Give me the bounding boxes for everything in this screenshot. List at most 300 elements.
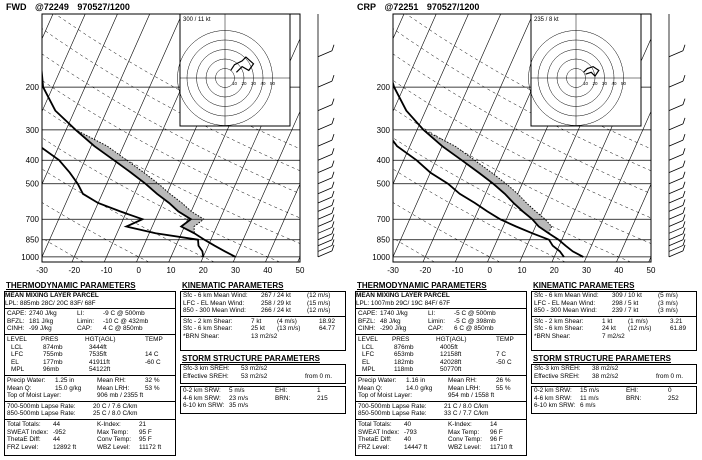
param-cell: from 0 m. [656, 372, 683, 380]
param-cell: 6-10 km SRW: [534, 402, 576, 410]
param-cell: Conv Temp: [97, 436, 131, 444]
isotherm-line [0, 14, 21, 262]
wind-barb-flag [332, 215, 334, 221]
index-row [356, 429, 526, 437]
index-row [5, 444, 175, 452]
level-row [5, 344, 175, 352]
param-cell: 96mb [43, 366, 59, 374]
wind-barb [669, 205, 683, 211]
param-cell: 298 / 5 kt [612, 299, 639, 307]
isotherm-line [298, 14, 351, 262]
param-cell: 1 kt [602, 317, 613, 325]
plot-area [351, 14, 702, 262]
param-cell: Max Temp: [97, 428, 129, 436]
pressure-tick-label: 400 [376, 156, 390, 166]
wind-barb-flag [332, 75, 334, 81]
param-cell: MPL [362, 366, 376, 374]
param-cell: 309 / 10 kt [612, 292, 642, 299]
param-cell: BRN: [275, 394, 291, 402]
pressure-tick-label: 500 [376, 179, 390, 189]
param-cell: TEMP [145, 335, 163, 343]
wind-barb [669, 188, 683, 194]
param-cell: 33 C / 7.7 C/km [444, 410, 489, 418]
wind-barb-flag [332, 245, 334, 251]
wind-barb-flag [683, 75, 685, 81]
param-cell: 24 kt [602, 325, 616, 333]
param-cell: EL [362, 358, 370, 366]
param-cell: (4 m/s) [277, 317, 297, 325]
thermo-box [4, 291, 176, 456]
shear-row [532, 318, 696, 326]
separator [181, 316, 345, 317]
wind-barb [318, 251, 332, 257]
storm-title: STORM STRUCTURE PARAMETERS [182, 354, 320, 363]
wind-barb [318, 240, 332, 246]
param-cell: Sfc - 6 km Mean Wind: [534, 292, 599, 299]
param-cell: 700-500mb Lapse Rate: [7, 402, 76, 410]
srw-box [180, 386, 346, 414]
wind-barb-flag [332, 99, 334, 105]
temp-tick-label: 0 [487, 266, 492, 275]
wind-barb-flag [332, 239, 334, 245]
wind-barb-flag [332, 234, 334, 240]
param-cell: Conv Temp: [448, 436, 482, 444]
param-cell: Sfc-3 km SREH: [183, 365, 230, 372]
temp-tick-label: 20 [198, 266, 208, 275]
param-cell: 4 C @ 850mb [103, 325, 143, 333]
moisture-row [356, 392, 526, 400]
hodograph-storm-motion: 300 / 11 kt [183, 17, 211, 23]
param-cell: 44 [53, 420, 61, 428]
param-cell: -50 C [496, 358, 512, 366]
pressure-tick-label: 200 [25, 83, 39, 93]
srw-box [531, 386, 697, 414]
param-cell: 14 [490, 420, 498, 428]
temp-tick-label: 0 [136, 266, 141, 275]
index-row [356, 421, 526, 429]
isotherm-line [0, 14, 53, 262]
param-cell: -793 [404, 428, 417, 436]
param-cell: 7535ft [89, 351, 107, 359]
station-name: CRP [357, 2, 377, 12]
param-cell: -290 J/kg [380, 325, 407, 333]
param-cell: LEVEL [7, 335, 27, 343]
wind-barb-flag [683, 134, 685, 140]
wind-barb-flag [332, 172, 334, 178]
sounding-time: 970527/1200 [426, 2, 480, 12]
param-cell: 215 [317, 394, 328, 402]
temp-tick-label: -30 [36, 266, 48, 275]
param-cell: 1 [317, 387, 321, 394]
srw-row [181, 395, 345, 403]
param-cell: 20 C / 7.6 C/km [93, 402, 138, 410]
hodograph-ring-label: 30 [601, 81, 608, 86]
param-cell: Total Totals: [7, 420, 41, 428]
srw-row [532, 402, 696, 410]
wind-barb-flag [683, 221, 685, 227]
param-cell: ThetaE Diff: [7, 436, 41, 444]
param-cell: 4-6 km SRW: [534, 394, 572, 402]
param-cell: (12 m/s) [307, 292, 331, 299]
wind-barb [318, 140, 332, 146]
param-cell: 96 F [490, 436, 503, 444]
chart-header [6, 2, 136, 12]
param-cell: 11710 ft [490, 443, 513, 451]
param-cell: 40 [404, 436, 412, 444]
param-cell: 1740 J/kg [380, 310, 408, 318]
param-cell: 4-6 km SRW: [183, 394, 221, 402]
param-cell: Precip Water: [358, 376, 397, 384]
param-cell: (12 m/s) [628, 325, 652, 333]
param-cell: 14.0 g/kg [406, 384, 433, 392]
wind-barb [318, 81, 332, 87]
param-cell: Effective SREH: [183, 372, 229, 380]
hodograph-ring-label: 50 [269, 81, 276, 86]
wind-barb-flag [683, 234, 685, 240]
panel-crp [351, 0, 702, 460]
pressure-tick-label: 400 [25, 156, 39, 166]
hodograph-ring-label: 40 [260, 81, 266, 86]
storm-box [180, 364, 346, 384]
kinematic-row [532, 292, 696, 300]
param-cell: 64.77 [319, 325, 335, 333]
moisture-row [5, 377, 175, 385]
param-cell: 21 [139, 420, 147, 428]
param-cell: PRES [392, 335, 410, 343]
kinematic-box [180, 291, 346, 351]
param-cell: 118mb [394, 366, 414, 374]
param-cell: 38 m2/s2 [592, 372, 619, 380]
param-cell: 14 C [145, 351, 159, 359]
separator [5, 308, 175, 309]
param-cell: TEMP [496, 335, 514, 343]
wind-barb [669, 213, 683, 219]
temp-tick-label: 10 [166, 266, 176, 275]
pressure-tick-label: 850 [25, 235, 39, 245]
wind-barb [669, 240, 683, 246]
param-cell: -9 C @ 500mb [103, 310, 145, 318]
param-cell: Top of Moist Layer: [358, 392, 412, 400]
isotherm-line [0, 14, 85, 262]
param-cell: 850-500mb Lapse Rate: [358, 410, 427, 418]
wind-barb [318, 154, 332, 160]
param-cell: 23 m/s [229, 394, 249, 402]
param-cell: 12158ft [440, 351, 462, 359]
hodograph-ring-label: 10 [231, 81, 238, 86]
wind-barb [669, 81, 683, 87]
cape-row [356, 318, 526, 326]
param-cell: CAP: [77, 325, 92, 333]
param-cell: Max Temp: [448, 428, 480, 436]
level-row [5, 366, 175, 374]
param-cell: 239 / 7 kt [612, 307, 639, 315]
param-cell: 40 [404, 420, 412, 428]
wind-barb [318, 178, 332, 184]
param-cell: BRN: [626, 394, 642, 402]
chart-header [357, 2, 485, 12]
param-cell: Mean LRH: [448, 384, 481, 392]
param-cell: K-Index: [97, 420, 121, 428]
param-cell: 44 [53, 436, 61, 444]
index-row [5, 436, 175, 444]
param-cell: FRZ Level: [358, 443, 390, 451]
temp-tick-label: 40 [614, 266, 624, 275]
param-cell: BFZL: [7, 317, 25, 325]
wind-barb-flag [683, 239, 685, 245]
pressure-tick-label: 300 [376, 125, 390, 135]
isotherm-line [351, 14, 404, 262]
pressure-tick-label: 200 [376, 83, 390, 93]
param-cell: 15 m/s [580, 387, 600, 394]
srw-row [181, 402, 345, 410]
param-cell: 181 J/kg [29, 317, 54, 325]
param-cell: 11172 ft [139, 443, 162, 451]
param-cell: LI: [77, 310, 85, 318]
param-cell: CINH: [358, 325, 376, 333]
param-cell: 6-10 km SRW: [183, 402, 225, 410]
param-cell: HGT(AGL) [85, 335, 116, 343]
param-cell: Mean LRH: [97, 384, 130, 392]
pressure-tick-label: 300 [25, 125, 39, 135]
lpl-row: LPL: 885mb 28C/ 20C 83F/ 68F [5, 299, 96, 307]
wind-barb-flag [683, 199, 685, 205]
wind-barb [669, 221, 683, 227]
param-cell: 874mb [43, 343, 63, 351]
wind-barb [318, 227, 332, 233]
wind-barb-flag [683, 148, 685, 154]
param-cell: CAPE: [358, 310, 378, 318]
param-cell: 6 C @ 850mb [454, 325, 494, 333]
parcel-title: MEAN MIXING LAYER PARCEL [356, 292, 450, 299]
param-cell: 3.21 [670, 317, 683, 325]
param-cell: SWEAT Index: [358, 428, 400, 436]
wind-barb [318, 234, 332, 240]
srw-row [532, 395, 696, 403]
param-cell: (3 m/s) [658, 299, 678, 307]
param-cell: 0 [668, 387, 672, 394]
param-cell: 14447 ft [404, 443, 428, 451]
param-cell: 850 - 300 Mean Wind: [183, 307, 246, 315]
moisture-row [5, 385, 175, 393]
param-cell: 5 m/s [229, 387, 245, 394]
param-cell: (15 m/s) [307, 299, 331, 307]
param-cell: WBZ Level: [97, 443, 131, 451]
param-cell: Sfc - 6 km Mean Wind: [183, 292, 248, 299]
param-cell: (13 m/s) [277, 325, 301, 333]
temp-tick-label: 30 [231, 266, 240, 275]
wind-barb-flag [683, 45, 685, 51]
param-cell: Sfc - 6 km Shear: [183, 325, 233, 333]
param-cell: 182mb [394, 358, 414, 366]
separator [356, 401, 526, 402]
param-cell: 95 F [139, 436, 152, 444]
wind-barb-flag [683, 207, 685, 213]
pressure-tick-label: 1000 [372, 252, 390, 262]
param-cell: BFZL: [358, 317, 376, 325]
temp-tick-label: 40 [263, 266, 273, 275]
param-cell: LEVEL [358, 335, 378, 343]
param-cell: 755mb [43, 351, 63, 359]
temp-tick-label: -10 [100, 266, 113, 275]
moisture-row [5, 392, 175, 400]
skewt-chart-crp [351, 0, 702, 280]
param-cell: 25 C / 8.0 C/km [93, 410, 138, 418]
kinematic-title: KINEMATIC PARAMETERS [182, 281, 284, 290]
param-cell: 35 m/s [229, 402, 249, 410]
temp-tick-label: -10 [451, 266, 464, 275]
param-cell: WBZ Level: [448, 443, 482, 451]
kinematic-row [532, 307, 696, 315]
param-cell: Limin: [428, 317, 446, 325]
shear-row [181, 333, 345, 341]
wind-barb-flag [332, 228, 334, 234]
param-cell: LCL [362, 343, 374, 351]
param-cell: 25 kt [251, 325, 265, 333]
param-cell: Mean RH: [97, 376, 126, 384]
level-header [5, 336, 175, 344]
station-id: @72251 [384, 2, 419, 12]
param-cell: Mean Q: [7, 384, 32, 392]
isotherm-line [391, 14, 501, 262]
param-cell: LCL [11, 343, 23, 351]
temp-tick-label: -20 [68, 266, 81, 275]
param-cell: (1 m/s) [628, 317, 648, 325]
skewt-chart-fwd [0, 0, 351, 280]
wind-barb [318, 213, 332, 219]
level-row [5, 359, 175, 367]
dry-adiabat [0, 14, 345, 262]
kinematic-row [181, 300, 345, 308]
param-cell: 21 C / 8.0 C/km [444, 402, 489, 410]
param-cell: 55 % [496, 384, 511, 392]
param-cell: 6 m/s [580, 402, 596, 410]
param-cell: 3444ft [89, 343, 107, 351]
param-cell: 0-2 km SRW: [534, 387, 572, 394]
cape-row [5, 325, 175, 333]
thermo-title: THERMODYNAMIC PARAMETERS [6, 281, 136, 290]
wind-barb [669, 105, 683, 111]
param-cell: (12 m/s) [307, 307, 331, 315]
param-cell: 96 F [490, 428, 503, 436]
param-cell: HGT(AGL) [436, 335, 467, 343]
cape-row [5, 310, 175, 318]
param-cell: 95 F [139, 428, 152, 436]
temp-tick-label: -20 [419, 266, 432, 275]
separator [5, 401, 175, 402]
isotherm-line [649, 14, 702, 262]
wind-barb [669, 140, 683, 146]
param-cell: 26 % [496, 376, 511, 384]
plot-area [0, 14, 351, 262]
wind-barb-flag [332, 191, 334, 197]
param-cell: 258 / 29 kt [261, 299, 291, 307]
param-cell: -99 J/kg [29, 325, 52, 333]
hodograph-ring-label: 30 [250, 81, 257, 86]
srw-row [181, 387, 345, 395]
isotherm-line [7, 14, 117, 262]
lapse-row [356, 403, 526, 411]
station-id: @72249 [35, 2, 69, 12]
wind-barb [318, 167, 332, 173]
hodograph-storm-motion: 235 / 8 kt [534, 17, 559, 23]
cape-row [5, 318, 175, 326]
param-cell: Sfc - 2 km Shear: [534, 317, 584, 325]
wind-barb [318, 188, 332, 194]
wind-barb-flag [683, 191, 685, 197]
separator [5, 334, 175, 335]
storm-row [181, 365, 345, 373]
wind-barb-flag [332, 134, 334, 140]
param-cell: (5 m/s) [658, 292, 678, 299]
separator [532, 316, 696, 317]
separator [356, 419, 526, 420]
level-row [356, 359, 526, 367]
storm-row [532, 373, 696, 381]
param-cell: -5 C @ 398mb [454, 317, 496, 325]
param-cell: 61.89 [670, 325, 686, 333]
param-cell: LFC - EL Mean Wind: [183, 299, 245, 307]
isotherm-line [358, 14, 468, 262]
dry-adiabat [0, 14, 149, 262]
level-row [5, 351, 175, 359]
param-cell: Precip Water: [7, 376, 46, 384]
wind-barb [318, 221, 332, 227]
kinematic-row [532, 300, 696, 308]
param-cell: 252 [668, 394, 679, 402]
storm-title: STORM STRUCTURE PARAMETERS [533, 354, 671, 363]
wind-barb-flag [332, 161, 334, 167]
param-cell: PRES [41, 335, 59, 343]
level-row [356, 344, 526, 352]
param-cell: CAP: [428, 325, 443, 333]
moisture-row [356, 385, 526, 393]
temp-tick-label: 50 [295, 266, 305, 275]
param-cell: 13 m2/s2 [251, 332, 278, 340]
temp-tick-label: 30 [582, 266, 591, 275]
param-cell: EL [11, 358, 19, 366]
wind-barb-flag [332, 207, 334, 213]
wind-barb-flag [332, 118, 334, 124]
wind-barb-flag [332, 45, 334, 51]
param-cell: LFC [362, 351, 375, 359]
param-cell: 12892 ft [53, 443, 77, 451]
kinematic-box [531, 291, 697, 351]
param-cell: (3 m/s) [658, 307, 678, 315]
wind-barb [669, 234, 683, 240]
param-cell: -5 C @ 500mb [454, 310, 496, 318]
temp-tick-label: 50 [646, 266, 656, 275]
wind-barb-flag [683, 118, 685, 124]
param-cell: Top of Moist Layer: [7, 392, 61, 400]
wind-barb [669, 154, 683, 160]
param-cell: 15.0 g/kg [55, 384, 82, 392]
temp-tick-label: 20 [549, 266, 559, 275]
cape-row [356, 310, 526, 318]
wind-barb-flag [683, 172, 685, 178]
dry-adiabat [0, 14, 351, 262]
param-cell: 18.92 [319, 317, 335, 325]
hodograph-ring-label: 20 [592, 81, 598, 86]
isotherm-line [351, 14, 436, 262]
param-cell: SWEAT Index: [7, 428, 49, 436]
lapse-row [5, 410, 175, 418]
param-cell: Mean Q: [358, 384, 383, 392]
separator [5, 375, 175, 376]
param-cell: 0-2 km SRW: [183, 387, 221, 394]
index-row [356, 444, 526, 452]
pressure-tick-label: 1000 [21, 252, 39, 262]
cape-row [356, 325, 526, 333]
